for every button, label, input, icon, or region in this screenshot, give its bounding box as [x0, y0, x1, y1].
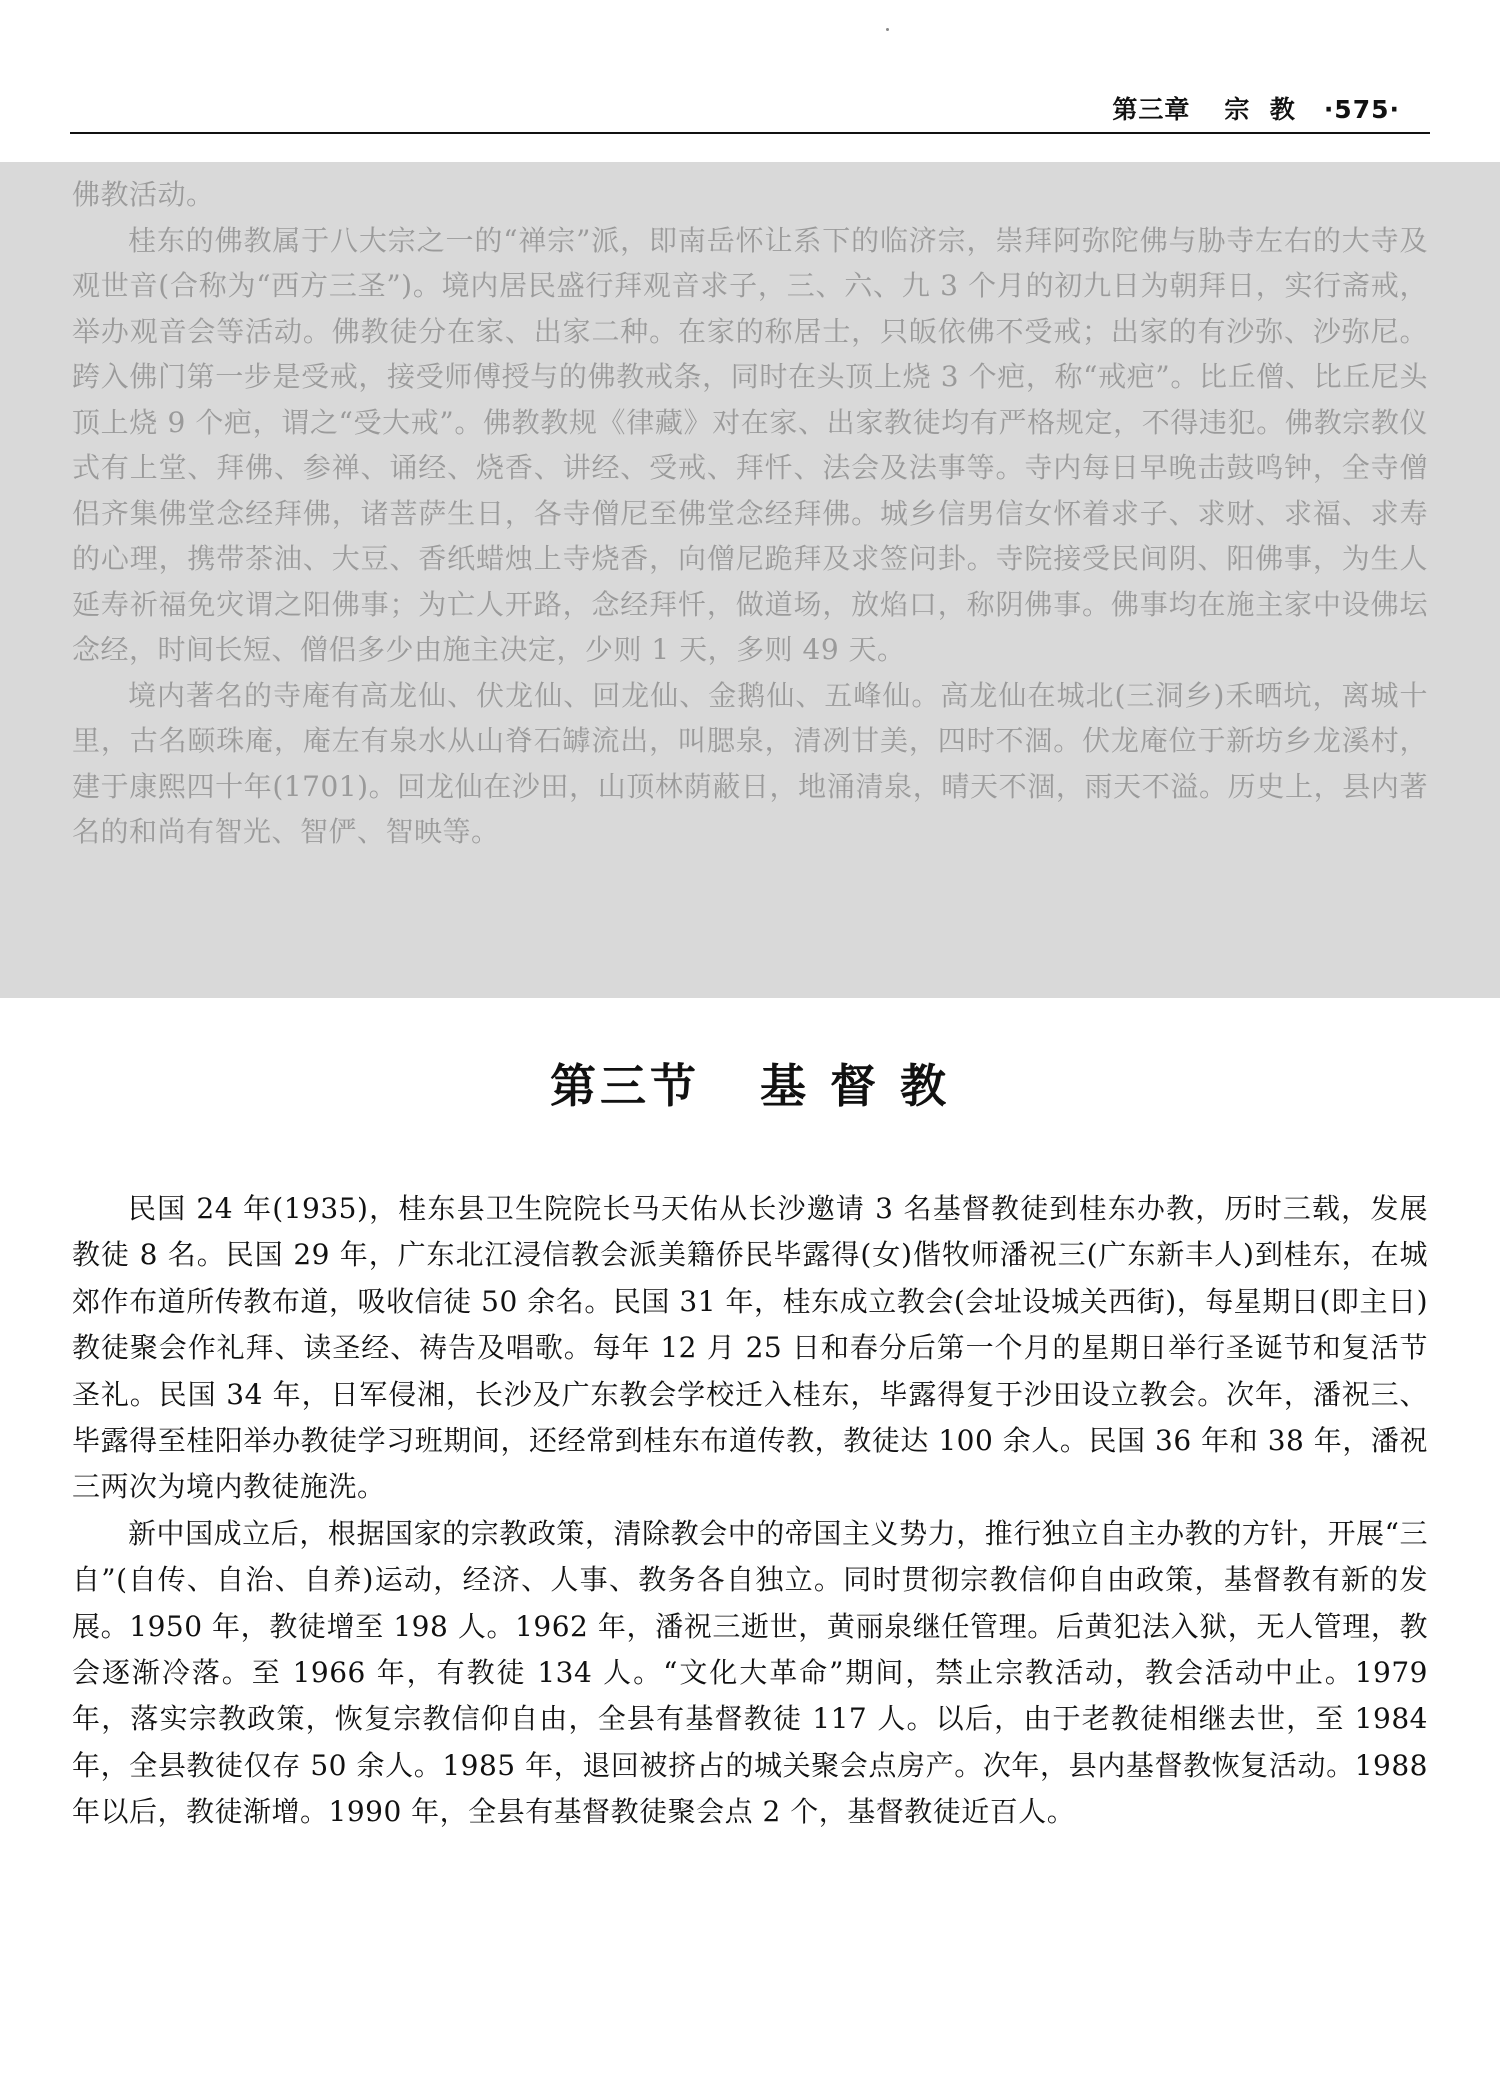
paragraph: 境内著名的寺庵有高龙仙、伏龙仙、回龙仙、金鹅仙、五峰仙。高龙仙在城北(三洞乡)禾晒坑，离城十里，古名颐珠庵，庵左有泉水从山脊石罅流出，叫腮泉，清冽甘美，四时不涸。伏龙庵位于新坊乡龙溪村，建于康熙四十年(1701)。回龙仙在沙田，山顶林荫蔽日，地涌清泉，晴天不涸，雨天不溢。历史上，县内著名的和尚有智光、智俨、智映等。: [72, 678, 1428, 848]
running-head: [1112, 90, 1400, 126]
paragraph: 新中国成立后，根据国家的宗教政策，清除教会中的帝国主义势力，推行独立自主办教的方针，开展“三自”(自传、自治、自养)运动，经济、人事、教务各自独立。同时贯彻宗教信仰自由政策，基督教有新的发展。1950 年，教徒增至 198 人。1962 年，潘祝三逝世，黄丽泉继任管理。后黄犯法入狱，无人管理，教会逐渐冷落。至 1966 年，有教徒 134 人。“文化大革命”期间，禁止宗教活动，教会活动中止。1979 年，落实宗教政策，恢复宗教信仰自由，全县有基督教徒 117 人。以后，由于老教徒相继去世，至 1984 年，全县教徒仅存 50 余人。1985 年，退回被挤占的城关聚会点房产。次年，县内基督教恢复活动。1988 年以后，教徒渐增。1990 年，全县有基督教徒聚会点 2 个，基督教徒近百人。: [72, 1516, 1428, 1829]
scan-speck: [886, 28, 889, 31]
page-number: ·575·: [1323, 95, 1400, 124]
section-body: [72, 1186, 1428, 1836]
paragraph: 佛教活动。: [72, 178, 215, 211]
page-header: [70, 90, 1430, 134]
previous-section-text: [72, 172, 1428, 855]
paragraph: 桂东的佛教属于八大宗之一的“禅宗”派，即南岳怀让系下的临济宗，崇拜阿弥陀佛与胁寺左右的大寺及观世音(合称为“西方三圣”)。境内居民盛行拜观音求子，三、六、九 3 个月的初九日为朝拜日，实行斋戒，举办观音会等活动。佛教徒分在家、出家二种。在家的称居士，只皈依佛不受戒；出家的有沙弥、沙弥尼。跨入佛门第一步是受戒，接受师傅授与的佛教戒条，同时在头顶上烧 3 个疤，称“戒疤”。比丘僧、比丘尼头顶上烧 9 个疤，谓之“受大戒”。佛教教规《律藏》对在家、出家教徒均有严格规定，不得违犯。佛教宗教仪式有上堂、拜佛、参禅、诵经、烧香、讲经、受戒、拜忏、法会及法事等。寺内每日早晚击鼓鸣钟，全寺僧侣齐集佛堂念经拜佛，诸菩萨生日，各寺僧尼至佛堂念经拜佛。城乡信男信女怀着求子、求财、求福、求寿的心理，携带茶油、大豆、香纸蜡烛上寺烧香，向僧尼跪拜及求签问卦。寺院接受民间阴、阳佛事，为生人延寿祈福免灾谓之阳佛事；为亡人开路，念经拜忏，做道场，放焰口，称阴佛事。佛事均在施主家中设佛坛念经，时间长短、僧侣多少由施主决定，少则 1 天，多则 49 天。: [72, 223, 1428, 666]
section-title: 第三节 基 督 教: [549, 1059, 951, 1113]
chapter-label: 第三章: [1112, 95, 1191, 124]
subject-label: 宗 教: [1224, 95, 1296, 124]
paragraph: 民国 24 年(1935)，桂东县卫生院院长马天佑从长沙邀请 3 名基督教徒到桂东办教，历时三载，发展教徒 8 名。民国 29 年，广东北江浸信教会派美籍侨民毕露得(女)偕牧师潘祝三(广东新丰人)到桂东，在城郊作布道所传教布道，吸收信徒 50 余名。民国 31 年，桂东成立教会(会址设城关西街)，每星期日(即主日)教徒聚会作礼拜、读圣经、祷告及唱歌。每年 12 月 25 日和春分后第一个月的星期日举行圣诞节和复活节圣礼。民国 34 年，日军侵湘，长沙及广东教会学校迁入桂东，毕露得复于沙田设立教会。次年，潘祝三、毕露得至桂阳举办教徒学习班期间，还经常到桂东布道传教，教徒达 100 余人。民国 36 年和 38 年，潘祝三两次为境内教徒施洗。: [72, 1192, 1428, 1504]
